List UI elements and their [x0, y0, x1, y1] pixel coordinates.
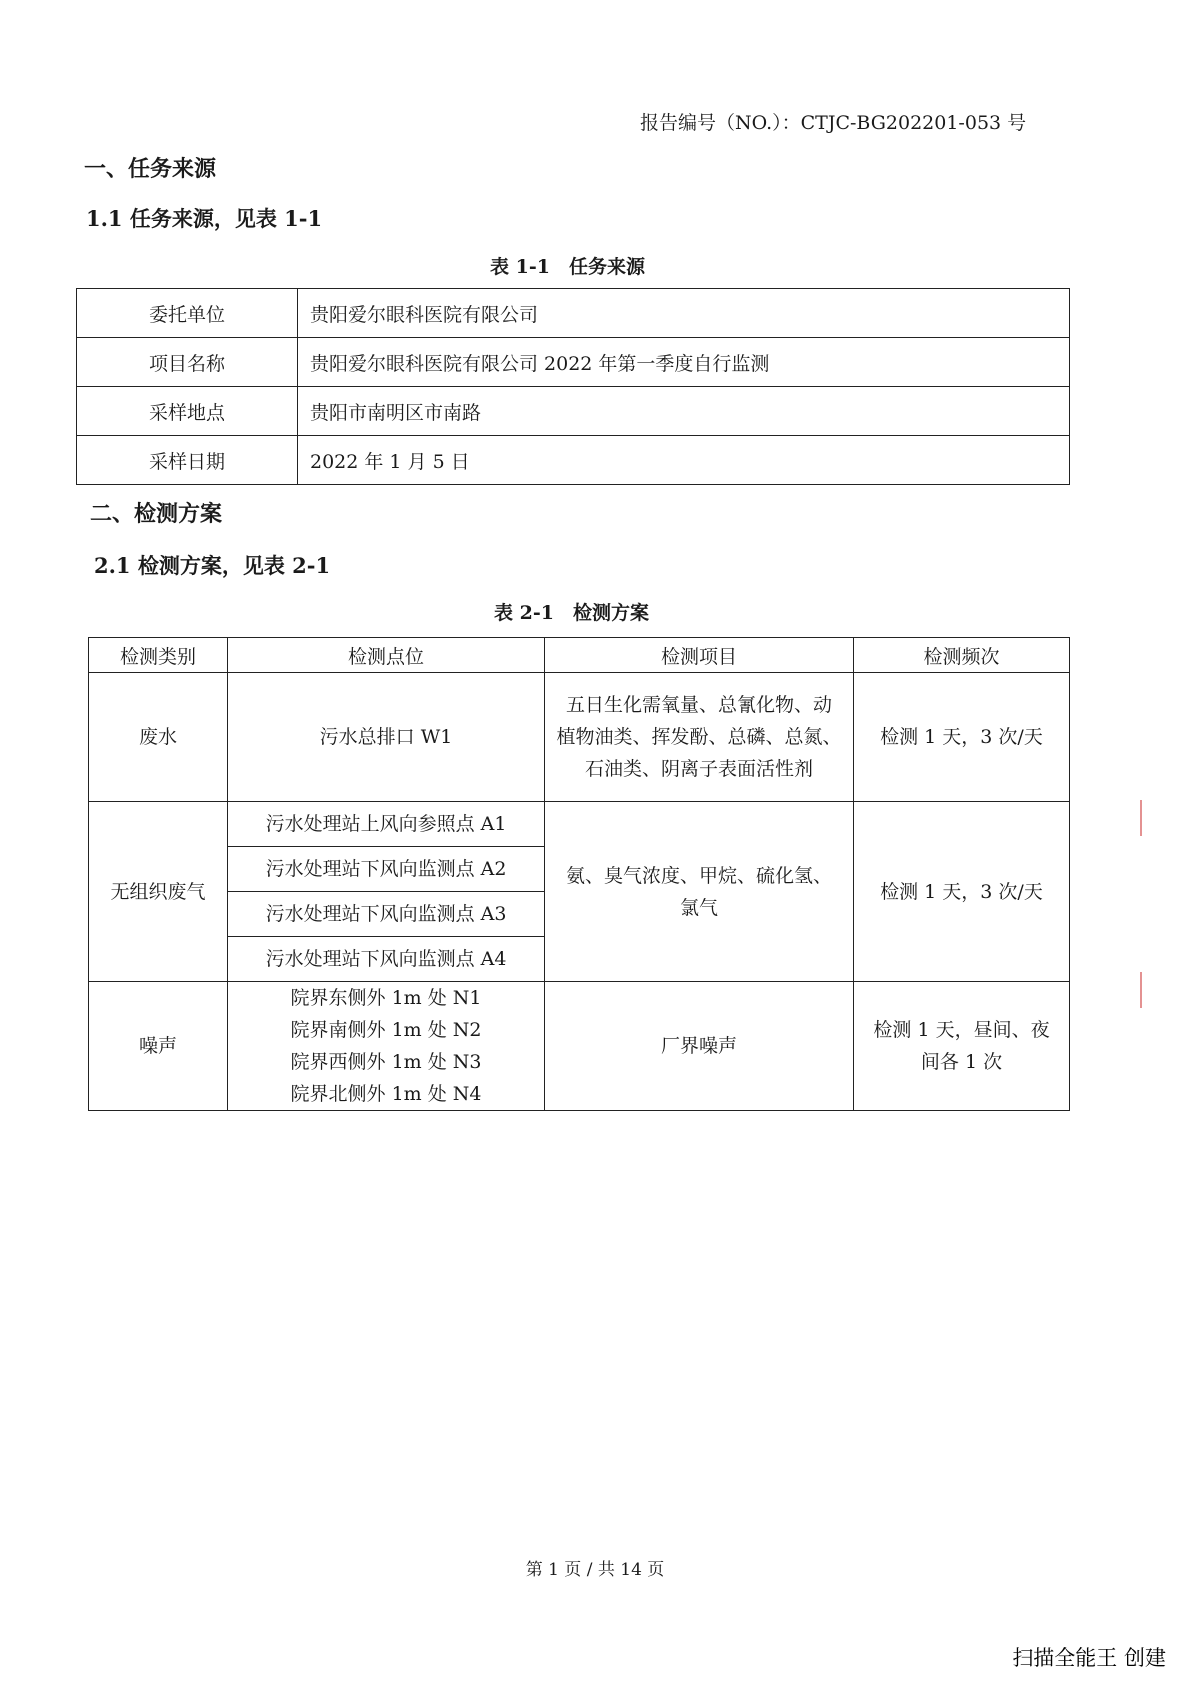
report-number: 报告编号（NO.）：CTJC-BG202201-053 号 — [640, 112, 1027, 134]
table-row — [89, 673, 1070, 802]
seal-edge-mark — [1140, 972, 1152, 1008]
header-items: 检测项目 — [545, 638, 854, 673]
scanner-watermark: 扫描全能王 创建 — [1012, 1646, 1166, 1670]
air-point: 污水处理站下风向监测点 A2 — [228, 847, 545, 892]
value-project-name: 贵阳爱尔眼科医院有限公司 2022 年第一季度自行监测 — [298, 338, 1070, 387]
air-point: 污水处理站下风向监测点 A3 — [228, 892, 545, 937]
table-1-1-caption: 表 1-1 任务来源 — [490, 256, 645, 278]
task-source-table — [76, 288, 1070, 485]
air-items — [545, 802, 854, 982]
noise-point: 院界东侧外 1m 处 N1 — [290, 987, 482, 1009]
section-2-1-title: 2.1 检测方案，见表 2-1 — [94, 553, 331, 578]
wastewater-point: 污水总排口 W1 — [228, 673, 545, 802]
wastewater-frequency: 检测 1 天，3 次/天 — [854, 673, 1070, 802]
table-2-1-caption: 表 2-1 检测方案 — [494, 602, 649, 624]
table-row — [77, 387, 1070, 436]
noise-point: 院界西侧外 1m 处 N3 — [290, 1051, 482, 1073]
noise-points — [228, 982, 545, 1111]
table-row — [89, 982, 1070, 1111]
air-items-line: 氯气 — [679, 896, 718, 919]
seal-edge-mark — [1140, 800, 1152, 836]
wastewater-items — [545, 673, 854, 802]
label-project-name: 项目名称 — [77, 338, 298, 387]
section-1-title: 一、任务来源 — [84, 156, 217, 182]
table-header-row — [89, 638, 1070, 673]
noise-items: 厂界噪声 — [545, 982, 854, 1111]
wastewater-items-line: 石油类、阴离子表面活性剂 — [584, 758, 813, 780]
noise-frequency-line: 检测 1 天，昼间、夜 — [873, 1019, 1050, 1041]
value-sampling-date: 2022 年 1 月 5 日 — [298, 436, 1070, 485]
table-row — [89, 802, 1070, 847]
section-1-1-title: 1.1 任务来源，见表 1-1 — [86, 206, 323, 231]
air-category: 无组织废气 — [89, 802, 228, 982]
wastewater-items-line: 五日生化需氧量、总氰化物、动 — [565, 694, 832, 716]
header-point: 检测点位 — [228, 638, 545, 673]
air-frequency: 检测 1 天，3 次/天 — [854, 802, 1070, 982]
header-frequency: 检测频次 — [854, 638, 1070, 673]
label-sampling-date: 采样日期 — [77, 436, 298, 485]
monitoring-plan-table — [88, 637, 1070, 1111]
value-client: 贵阳爱尔眼科医院有限公司 — [298, 289, 1070, 338]
wastewater-items-line: 植物油类、挥发酚、总磷、总氮、 — [556, 726, 842, 748]
air-point: 污水处理站上风向参照点 A1 — [228, 802, 545, 847]
noise-point: 院界南侧外 1m 处 N2 — [290, 1019, 482, 1041]
noise-frequency-line: 间各 1 次 — [920, 1051, 1003, 1073]
noise-category: 噪声 — [89, 982, 228, 1111]
header-category: 检测类别 — [89, 638, 228, 673]
section-2-title: 二、检测方案 — [90, 501, 223, 527]
air-point: 污水处理站下风向监测点 A4 — [228, 937, 545, 982]
noise-frequency — [854, 982, 1070, 1111]
air-items-line: 氨、臭气浓度、甲烷、硫化氢、 — [565, 864, 832, 887]
label-sampling-location: 采样地点 — [77, 387, 298, 436]
label-client: 委托单位 — [77, 289, 298, 338]
page-number: 第 1 页 / 共 14 页 — [525, 1560, 665, 1580]
noise-point: 院界北侧外 1m 处 N4 — [290, 1083, 482, 1105]
value-sampling-location: 贵阳市南明区市南路 — [298, 387, 1070, 436]
wastewater-category: 废水 — [89, 673, 228, 802]
table-row — [77, 436, 1070, 485]
table-row — [77, 338, 1070, 387]
table-row — [77, 289, 1070, 338]
